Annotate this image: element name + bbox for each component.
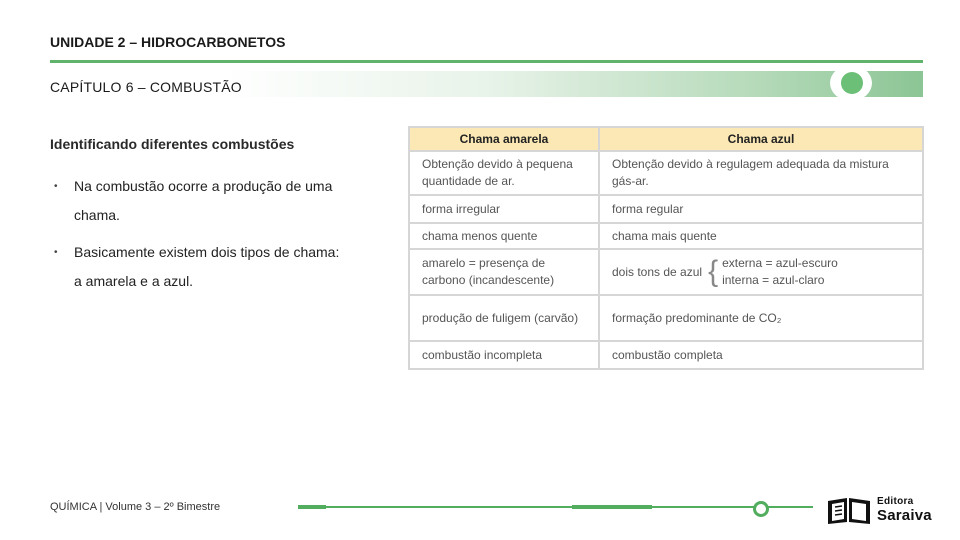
publisher-logo: [825, 495, 940, 527]
footer-line: [298, 506, 813, 508]
header-yellow-flame: Chama amarela: [409, 127, 599, 151]
header-blue-flame: Chama azul: [599, 127, 923, 151]
logo-word-saraiva: Saraiva: [877, 507, 932, 524]
table-cell: produção de fuligem (carvão): [409, 295, 599, 341]
footer-text: QUÍMICA | Volume 3 – 2º Bimestre: [50, 501, 221, 513]
blue-tone-outer: externa = azul-escuro: [722, 256, 838, 270]
table-cell: Obtenção devido à pequena quantidade de ar.: [409, 151, 599, 195]
footer-line-accent: [298, 505, 326, 509]
table-cell: combustão completa: [599, 341, 923, 369]
chapter-dot-icon: [841, 72, 863, 94]
table-cell: amarelo = presença de carbono (incandescente): [409, 249, 599, 295]
table-cell: chama mais quente: [599, 223, 923, 249]
book-icon: [825, 495, 873, 525]
blue-tones-label: dois tons de azul: [612, 264, 703, 279]
table-row: [409, 151, 923, 195]
table-cell: chama menos quente: [409, 223, 599, 249]
chapter-title: CAPÍTULO 6 – COMBUSTÃO: [50, 79, 242, 95]
table-cell: Obtenção devido à regulagem adequada da mistura gás-ar.: [599, 151, 923, 195]
table-row: [409, 341, 923, 369]
table-cell: forma regular: [599, 195, 923, 223]
bullet-icon: •: [54, 181, 58, 192]
table-row: [409, 195, 923, 223]
bullet-list: [50, 172, 350, 304]
table-row: [409, 295, 923, 341]
unit-divider: [50, 60, 923, 63]
table-cell: [599, 249, 923, 295]
brace-icon: {: [708, 255, 719, 288]
bullet-text: Basicamente existem dois tipos de chama: a amarela e a azul.: [74, 244, 340, 289]
section-title: Identificando diferentes combustões: [50, 136, 295, 152]
table-row: [409, 223, 923, 249]
bullet-icon: •: [54, 247, 58, 258]
table-cell: combustão incompleta: [409, 341, 599, 369]
blue-tones-list: [722, 255, 838, 289]
table-header-row: [409, 127, 923, 151]
blue-tone-inner: interna = azul-claro: [722, 273, 825, 287]
bullet-text: Na combustão ocorre a produção de uma chama.: [74, 178, 333, 223]
logo-word-editora: Editora: [877, 496, 914, 507]
footer-ring-icon: [753, 501, 769, 517]
comparison-table: [408, 126, 924, 370]
table-cell: forma irregular: [409, 195, 599, 223]
blue-tones-group: [612, 255, 910, 289]
bullet-item: [50, 238, 350, 296]
unit-title: UNIDADE 2 – HIDROCARBONETOS: [50, 34, 286, 50]
footer-line-accent: [572, 505, 652, 509]
table-row: [409, 249, 923, 295]
table-cell: formação predominante de CO₂: [599, 295, 923, 341]
bullet-item: [50, 172, 350, 230]
